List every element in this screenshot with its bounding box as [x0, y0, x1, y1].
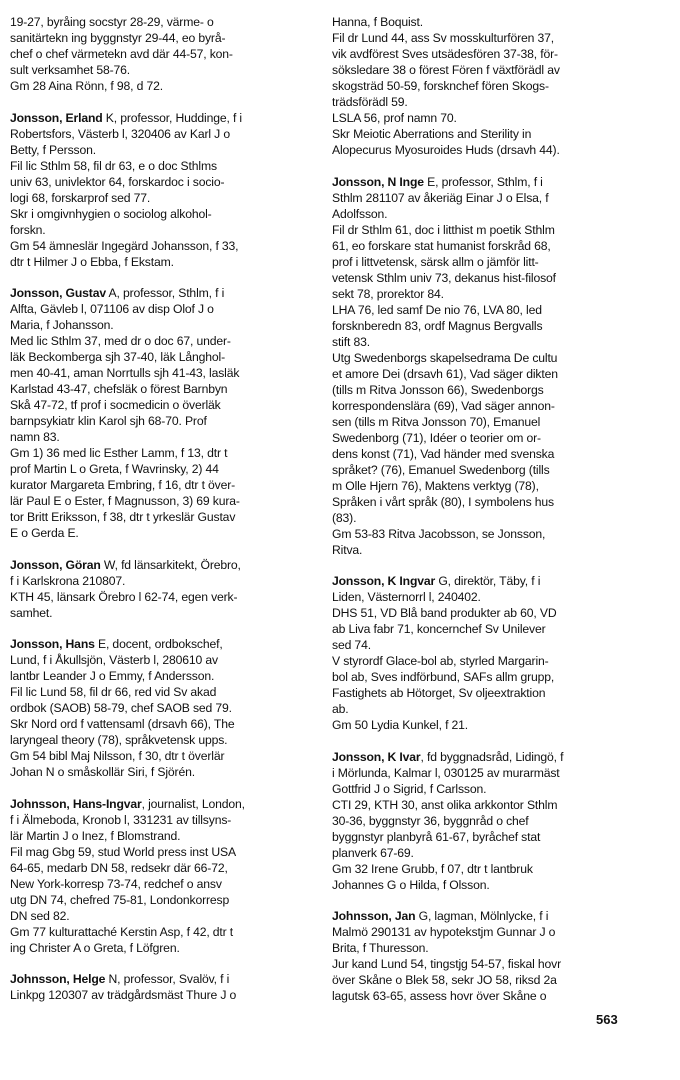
- line-text: namn 83.: [10, 430, 60, 444]
- line-text: forsknberedn 83, ordf Magnus Bergvalls: [332, 318, 543, 333]
- line-text: söksledare 38 o förest Fören f växtförädl av: [332, 63, 560, 77]
- line-text: 30-36, byggnstyr 36, byggnråd o chef: [332, 813, 529, 828]
- line-text: sult verksamhet 58-76.: [10, 63, 130, 77]
- text-line: [10, 493, 315, 509]
- biography-entry: [332, 174, 637, 558]
- biography-entry: [10, 636, 315, 780]
- text-line: [10, 924, 315, 940]
- text-line: [10, 317, 315, 333]
- text-line: [10, 668, 315, 684]
- text-line: [10, 477, 315, 493]
- text-line: [332, 701, 637, 717]
- line-text: ing Christer A o Greta, f Löfgren.: [10, 940, 180, 955]
- line-text: logi 68, forskarprof sed 77.: [10, 190, 151, 205]
- line-text: Adolfsson.: [332, 206, 388, 221]
- line-text: stift 83.: [332, 334, 370, 349]
- text-line: [10, 812, 315, 828]
- text-line: [332, 972, 637, 988]
- text-line: [332, 110, 637, 126]
- line-text: Skr i omgivnhygien o sociolog alkohol-: [10, 206, 212, 221]
- biography-entry: [10, 110, 315, 270]
- line-text: Med lic Sthlm 37, med dr o doc 67, under-: [10, 334, 231, 348]
- line-text: E, professor, Sthlm, f i: [423, 174, 543, 189]
- text-line: [10, 828, 315, 844]
- entry-headname: Jonsson, Gustav: [10, 286, 106, 300]
- line-text: Linkpg 120307 av trädgårdsmäst Thure J o: [10, 988, 237, 1002]
- text-line: [10, 700, 315, 716]
- line-text: bol ab, Sves indförbund, SAFs allm grupp,: [332, 670, 555, 684]
- line-text: Fil dr Sthlm 61, doc i litthist m poetik Sthlm: [332, 222, 555, 237]
- text-line: [10, 238, 315, 254]
- text-line: [332, 462, 637, 478]
- text-line: [332, 206, 637, 222]
- line-text: Fil lic Lund 58, fil dr 66, red vid Sv akad: [10, 685, 217, 699]
- text-line: [10, 971, 315, 987]
- text-line: [332, 142, 637, 158]
- text-line: [10, 589, 315, 605]
- line-text: K, professor, Huddinge, f i: [102, 110, 242, 125]
- text-line: [10, 285, 315, 301]
- line-text: , journalist, London,: [141, 796, 245, 811]
- biography-entry: [10, 557, 315, 621]
- text-line: [332, 765, 637, 781]
- text-line: [332, 94, 637, 110]
- line-text: Jur kand Lund 54, tingstjg 54-57, fiskal hovr: [332, 957, 562, 971]
- line-text: Ritva.: [332, 542, 363, 557]
- line-text: Gm 50 Lydia Kunkel, f 21.: [332, 718, 469, 732]
- line-text: utg DN 74, chefred 75-81, Londonkorresp: [10, 892, 230, 907]
- line-text: ab.: [332, 702, 349, 716]
- text-line: [10, 796, 315, 812]
- text-line: [332, 222, 637, 238]
- line-text: i Mörlunda, Kalmar l, 030125 av murarmäst: [332, 765, 560, 780]
- line-text: byggnstyr planbyrå 61-67, byråchef stat: [332, 829, 541, 844]
- line-text: dtr t Hilmer J o Ebba, f Ekstam.: [10, 254, 174, 269]
- line-text: E o Gerda E.: [10, 526, 79, 540]
- text-line: [332, 669, 637, 685]
- text-line: [332, 366, 637, 382]
- text-line: [332, 446, 637, 462]
- text-line: [332, 717, 637, 733]
- line-text: språket? (76), Emanuel Swedenborg (tills: [332, 462, 550, 477]
- text-line: [10, 46, 315, 62]
- line-text: barnpsykiatr klin Karol sjh 68-70. Prof: [10, 414, 207, 428]
- text-line: [10, 206, 315, 222]
- line-text: G, direktör, Täby, f i: [435, 574, 541, 588]
- text-line: [332, 542, 637, 558]
- line-text: Fil dr Lund 44, ass Sv mosskulturfören 37,: [332, 31, 554, 45]
- line-text: Alopecurus Myosuroides Huds (drsavh 44).: [332, 143, 560, 157]
- line-text: lagutsk 63-65, assess hovr över Skåne o: [332, 989, 547, 1003]
- line-text: Sthlm 281107 av åkeriäg Einar J o Elsa, f: [332, 190, 549, 205]
- line-text: LHA 76, led samf De nio 76, LVA 80, led: [332, 302, 542, 317]
- line-text: Utg Swedenborgs skapelsedrama De cultu: [332, 350, 558, 365]
- text-line: [332, 526, 637, 542]
- text-line: [10, 62, 315, 78]
- line-text: över Skåne o Blek 58, sekr JO 58, riksd 2a: [332, 973, 557, 987]
- text-line: [332, 988, 637, 1004]
- line-text: Skr Nord ord f vattensaml (drsavh 66), The: [10, 717, 235, 731]
- entry-headname: Jonsson, Göran: [10, 557, 101, 572]
- text-line: [332, 430, 637, 446]
- text-line: [332, 861, 637, 877]
- text-line: [10, 892, 315, 908]
- page-number: 563: [596, 1012, 618, 1027]
- entry-headname: Jonsson, Hans: [10, 637, 95, 651]
- biography-entry: [10, 14, 315, 94]
- line-text: Brita, f Thuresson.: [332, 941, 429, 955]
- text-line: [332, 621, 637, 637]
- text-line: [10, 461, 315, 477]
- biography-entry: [332, 573, 637, 733]
- text-line: [10, 126, 315, 142]
- line-text: Alfta, Gävleb l, 071106 av disp Olof J o: [10, 302, 214, 316]
- text-line: [10, 876, 315, 892]
- line-text: N, professor, Svalöv, f i: [105, 972, 230, 986]
- text-line: [10, 987, 315, 1003]
- text-line: [10, 684, 315, 700]
- line-text: , fd byggnadsråd, Lidingö, f: [420, 749, 564, 764]
- text-line: [10, 636, 315, 652]
- line-text: ordbok (SAOB) 58-79, chef SAOB sed 79.: [10, 701, 232, 715]
- text-line: [10, 301, 315, 317]
- text-line: [332, 940, 637, 956]
- line-text: chef o chef värmetekn avd där 44-57, kon-: [10, 47, 233, 61]
- line-text: prof i littvetensk, särsk allm o jämför litt-: [332, 254, 539, 269]
- text-line: [332, 286, 637, 302]
- line-text: Språken i vårt språk (80), I symbolens hus: [332, 494, 554, 509]
- line-text: Fil lic Sthlm 58, fil dr 63, e o doc Sthlms: [10, 158, 217, 173]
- line-text: vik avdförest Sves utsädesfören 37-38, för-: [332, 47, 558, 61]
- line-text: f i Älmeboda, Kronob l, 331231 av tillsyns-: [10, 812, 232, 827]
- line-text: sen (tills m Ritva Jonsson 70), Emanuel: [332, 414, 541, 429]
- entry-headname: Jonsson, K Ingvar: [332, 574, 436, 588]
- text-line: [332, 781, 637, 797]
- line-text: CTI 29, KTH 30, anst olika arkkontor Sthlm: [332, 797, 558, 812]
- line-text: Gottfrid J o Sigrid, f Carlsson.: [332, 781, 487, 796]
- line-text: samhet.: [10, 605, 53, 620]
- text-line: [332, 30, 637, 46]
- text-line: [10, 78, 315, 94]
- line-text: Johannes G o Hilda, f Olsson.: [332, 877, 490, 892]
- text-line: [10, 429, 315, 445]
- line-text: E, docent, ordbokschef,: [94, 637, 223, 651]
- text-line: [332, 877, 637, 893]
- line-text: 19-27, byråing socstyr 28-29, värme- o: [10, 15, 214, 29]
- line-text: tor Britt Eriksson, f 38, dtr t yrkeslär Gustav: [10, 510, 236, 524]
- line-text: prof Martin L o Greta, f Wavrinsky, 2) 44: [10, 462, 219, 476]
- line-text: (tills m Ritva Jonsson 66), Swedenborgs: [332, 382, 544, 397]
- line-text: Liden, Västernorrl l, 240402.: [332, 590, 481, 604]
- line-text: Skå 47-72, tf prof i socmedicin o överläk: [10, 398, 221, 412]
- entry-headname: Johnsson, Jan: [332, 909, 416, 923]
- column-right: [332, 14, 637, 1020]
- line-text: Swedenborg (71), Idéer o teorier om or-: [332, 430, 541, 445]
- line-text: trädsförädl 59.: [332, 95, 408, 109]
- text-line: [10, 254, 315, 270]
- line-text: forskn.: [10, 222, 46, 237]
- text-line: [332, 924, 637, 940]
- line-text: ab Liva fabr 71, koncernchef Sv Unilever: [332, 622, 546, 636]
- biography-entry: [10, 971, 315, 1003]
- text-line: [10, 365, 315, 381]
- text-line: [332, 78, 637, 94]
- line-text: lär Paul E o Ester, f Magnusson, 3) 69 kura-: [10, 494, 240, 508]
- text-line: [332, 174, 637, 190]
- line-text: skogsträd 50-59, forsknchef fören Skogs-: [332, 79, 549, 93]
- line-text: lantbr Leander J o Emmy, f Andersson.: [10, 669, 215, 683]
- text-line: [332, 845, 637, 861]
- line-text: sanitärtekn ing byggnstyr 29-44, eo byrå-: [10, 31, 226, 45]
- text-line: [10, 222, 315, 238]
- text-line: [332, 190, 637, 206]
- text-line: [10, 605, 315, 621]
- entry-headname: Jonsson, N Inge: [332, 174, 424, 189]
- text-line: [332, 350, 637, 366]
- text-line: [332, 126, 637, 142]
- line-text: Lund, f i Åkullsjön, Västerb l, 280610 av: [10, 653, 218, 667]
- text-line: [10, 30, 315, 46]
- line-text: Gm 77 kulturattaché Kerstin Asp, f 42, dtr t: [10, 924, 234, 939]
- text-line: [332, 414, 637, 430]
- text-line: [332, 254, 637, 270]
- text-line: [10, 381, 315, 397]
- line-text: Gm 1) 36 med lic Esther Lamm, f 13, dtr t: [10, 446, 228, 460]
- text-line: [10, 413, 315, 429]
- text-line: [332, 589, 637, 605]
- biography-entry: [332, 14, 637, 158]
- column-left: [10, 14, 315, 1019]
- line-text: laryngeal theory (78), språkvetensk upps.: [10, 733, 228, 747]
- line-text: et amore Dei (drsavh 61), Vad säger dikten: [332, 366, 558, 381]
- line-text: (83).: [332, 510, 357, 525]
- text-line: [10, 142, 315, 158]
- text-line: [332, 46, 637, 62]
- line-text: Gm 32 Irene Grubb, f 07, dtr t lantbruk: [332, 861, 533, 876]
- line-text: kurator Margareta Embring, f 16, dtr t över-: [10, 478, 236, 492]
- line-text: m Olle Hjern 76), Maktens verktyg (78),: [332, 478, 539, 493]
- line-text: Karlstad 43-47, chefsläk o förest Barnbyn: [10, 382, 228, 396]
- line-text: sekt 78, prorektor 84.: [332, 286, 444, 301]
- line-text: LSLA 56, prof namn 70.: [332, 111, 457, 125]
- text-line: [10, 716, 315, 732]
- text-line: [332, 494, 637, 510]
- text-line: [332, 573, 637, 589]
- line-text: univ 63, univlektor 64, forskardoc i socio-: [10, 174, 225, 189]
- line-text: Hanna, f Boquist.: [332, 15, 423, 29]
- text-line: [332, 478, 637, 494]
- line-text: Fastighets ab Hötorget, Sv oljeextraktion: [332, 686, 546, 700]
- line-text: Gm 54 bibl Maj Nilsson, f 30, dtr t överlär: [10, 749, 225, 763]
- biography-entry: [332, 749, 637, 893]
- line-text: sed 74.: [332, 638, 371, 652]
- text-line: [332, 685, 637, 701]
- text-line: [10, 445, 315, 461]
- entry-headname: Jonsson, Erland: [10, 110, 103, 125]
- text-line: [10, 732, 315, 748]
- line-text: 61, eo forskare stat humanist forskråd 68,: [332, 238, 551, 253]
- text-line: [10, 908, 315, 924]
- line-text: A, professor, Sthlm, f i: [105, 286, 225, 300]
- text-line: [10, 557, 315, 573]
- text-line: [332, 318, 637, 334]
- text-line: [10, 940, 315, 956]
- text-line: [10, 860, 315, 876]
- text-line: [10, 525, 315, 541]
- biography-entry: [332, 908, 637, 1004]
- line-text: lär Martin J o Inez, f Blomstrand.: [10, 828, 181, 843]
- line-text: Johan N o småskollär Siri, f Sjörén.: [10, 765, 195, 779]
- line-text: planverk 67-69.: [332, 845, 414, 860]
- line-text: läk Beckomberga sjh 37-40, läk Långhol-: [10, 350, 226, 364]
- text-line: [332, 62, 637, 78]
- line-text: Skr Meiotic Aberrations and Sterility in: [332, 127, 532, 141]
- text-line: [10, 764, 315, 780]
- text-line: [10, 349, 315, 365]
- text-line: [10, 652, 315, 668]
- biography-entry: [10, 796, 315, 956]
- text-line: [10, 158, 315, 174]
- biography-entry: [10, 285, 315, 541]
- text-line: [10, 14, 315, 30]
- line-text: vetensk Sthlm univ 73, dekanus hist-filosof: [332, 270, 556, 285]
- line-text: DN sed 82.: [10, 908, 70, 923]
- text-line: [332, 382, 637, 398]
- text-line: [10, 397, 315, 413]
- text-line: [332, 14, 637, 30]
- line-text: V styrordf Glace-bol ab, styrled Margarin-: [332, 654, 549, 668]
- text-line: [332, 956, 637, 972]
- line-text: Gm 54 ämneslär Ingegärd Johansson, f 33,: [10, 238, 239, 253]
- text-line: [332, 749, 637, 765]
- text-line: [332, 398, 637, 414]
- line-text: 64-65, medarb DN 58, redsekr där 66-72,: [10, 860, 228, 875]
- text-line: [332, 605, 637, 621]
- text-line: [10, 573, 315, 589]
- line-text: New York-korresp 73-74, redchef o ansv: [10, 876, 222, 891]
- text-line: [10, 174, 315, 190]
- line-text: Gm 53-83 Ritva Jacobsson, se Jonsson,: [332, 526, 546, 541]
- text-line: [10, 110, 315, 126]
- text-line: [332, 908, 637, 924]
- entry-headname: Jonsson, K Ivar: [332, 749, 421, 764]
- line-text: dens konst (71), Vad händer med svenska: [332, 446, 555, 461]
- text-line: [10, 509, 315, 525]
- line-text: Robertsfors, Västerb l, 320406 av Karl J o: [10, 126, 230, 141]
- line-text: Maria, f Johansson.: [10, 318, 114, 332]
- text-line: [10, 748, 315, 764]
- line-text: Betty, f Persson.: [10, 142, 96, 157]
- line-text: korrespondenslära (69), Vad säger annon-: [332, 398, 555, 413]
- line-text: Fil mag Gbg 59, stud World press inst USA: [10, 844, 236, 859]
- entry-headname: Johnsson, Hans-Ingvar: [10, 796, 142, 811]
- entry-headname: Johnsson, Helge: [10, 972, 106, 986]
- text-line: [332, 270, 637, 286]
- line-text: DHS 51, VD Blå band produkter ab 60, VD: [332, 606, 557, 620]
- line-text: Gm 28 Aina Rönn, f 98, d 72.: [10, 79, 163, 93]
- text-line: [332, 238, 637, 254]
- text-line: [10, 844, 315, 860]
- line-text: G, lagman, Mölnlycke, f i: [415, 909, 549, 923]
- line-text: W, fd länsarkitekt, Örebro,: [100, 557, 241, 572]
- text-line: [332, 813, 637, 829]
- text-line: [332, 637, 637, 653]
- text-line: [332, 829, 637, 845]
- text-line: [10, 190, 315, 206]
- text-line: [332, 797, 637, 813]
- text-line: [332, 653, 637, 669]
- text-line: [10, 333, 315, 349]
- text-line: [332, 510, 637, 526]
- line-text: Malmö 290131 av hypotekstjm Gunnar J o: [332, 925, 556, 939]
- text-line: [332, 302, 637, 318]
- text-line: [332, 334, 637, 350]
- line-text: KTH 45, länsark Örebro l 62-74, egen verk-: [10, 589, 238, 604]
- line-text: f i Karlskrona 210807.: [10, 573, 126, 588]
- line-text: men 40-41, aman Norrtulls sjh 41-43, lasläk: [10, 366, 240, 380]
